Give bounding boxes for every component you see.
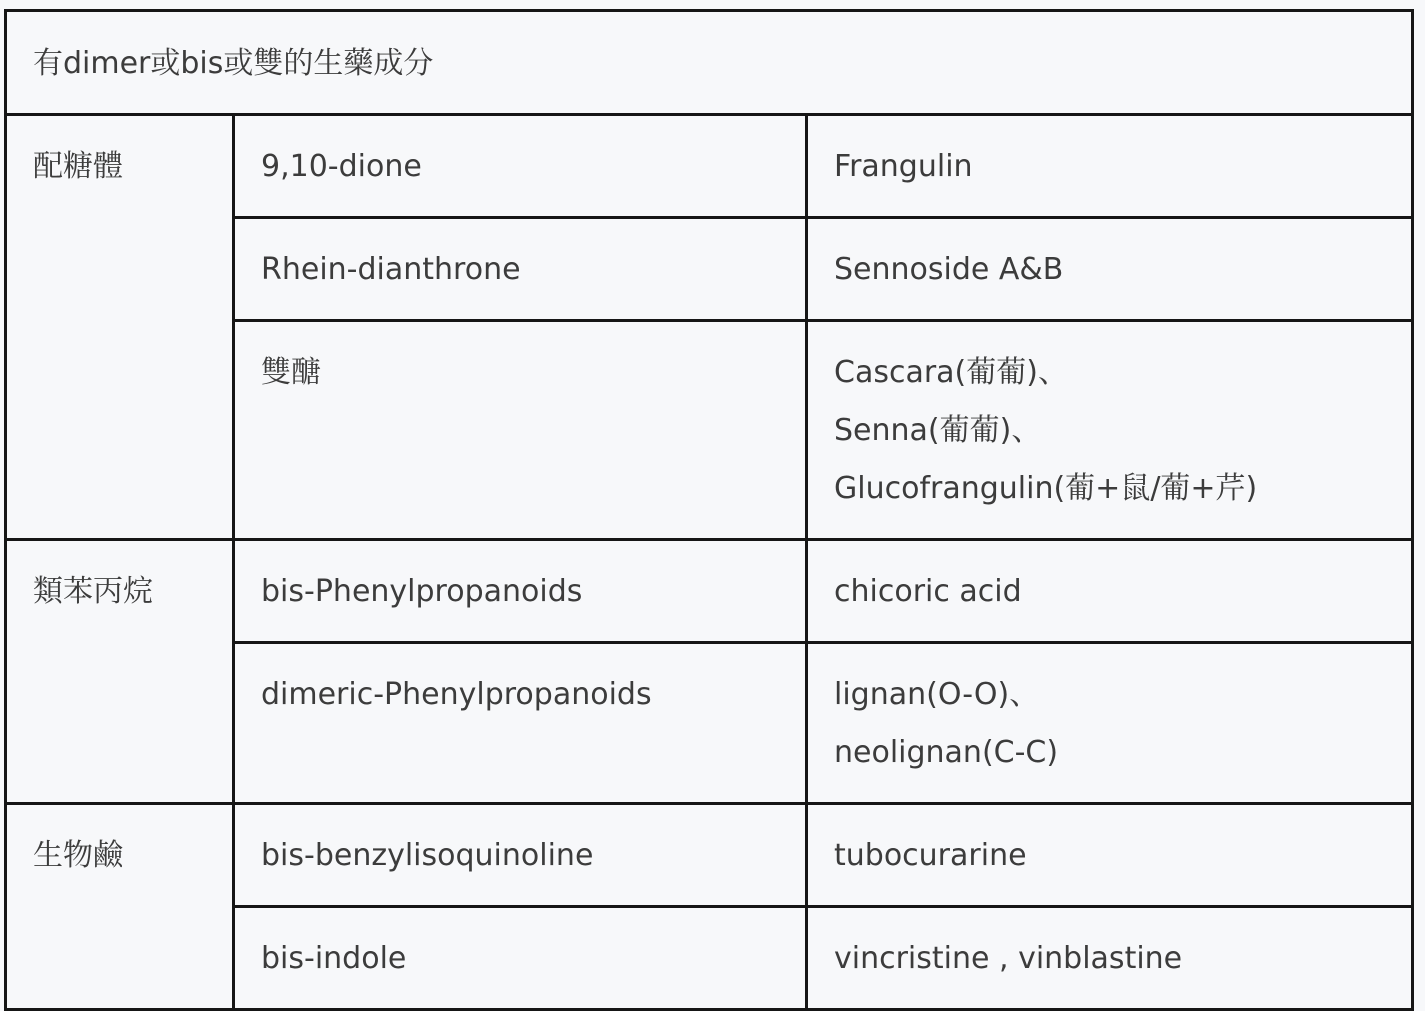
- example-text: Sennoside A&B: [834, 252, 1064, 287]
- category-cell: 生物鹼: [6, 804, 234, 1010]
- structure-cell: 雙醣: [234, 321, 807, 540]
- structure-cell: bis-benzylisoquinoline: [234, 804, 807, 907]
- example-text: Frangulin: [834, 149, 973, 184]
- example-text: Glucofrangulin(葡+鼠/葡+芹): [834, 471, 1258, 506]
- structure-cell: bis-indole: [234, 907, 807, 1010]
- example-text: Senna(葡葡)、: [834, 413, 1042, 448]
- compound-table: [4, 9, 1414, 1011]
- table-row: [6, 115, 1413, 218]
- example-cell: [807, 540, 1413, 643]
- example-text: lignan(O-O)、: [834, 677, 1040, 712]
- table-row: [6, 804, 1413, 907]
- example-cell: [807, 907, 1413, 1010]
- category-cell: 配糖體: [6, 115, 234, 540]
- example-text: chicoric acid: [834, 574, 1022, 609]
- example-text: Cascara(葡葡)、: [834, 355, 1068, 390]
- table-title: 有dimer或bis或雙的生藥成分: [6, 11, 1413, 115]
- example-cell: [807, 804, 1413, 907]
- structure-cell: bis-Phenylpropanoids: [234, 540, 807, 643]
- structure-cell: 9,10-dione: [234, 115, 807, 218]
- example-cell: [807, 643, 1413, 804]
- title-row: [6, 11, 1413, 115]
- structure-cell: Rhein-dianthrone: [234, 218, 807, 321]
- example-text: neolignan(C-C): [834, 735, 1059, 770]
- category-cell: 類苯丙烷: [6, 540, 234, 804]
- structure-cell: dimeric-Phenylpropanoids: [234, 643, 807, 804]
- example-text: tubocurarine: [834, 838, 1027, 873]
- table-row: [6, 540, 1413, 643]
- example-cell: [807, 115, 1413, 218]
- example-cell: [807, 321, 1413, 540]
- example-text: vincristine , vinblastine: [834, 941, 1183, 976]
- example-cell: [807, 218, 1413, 321]
